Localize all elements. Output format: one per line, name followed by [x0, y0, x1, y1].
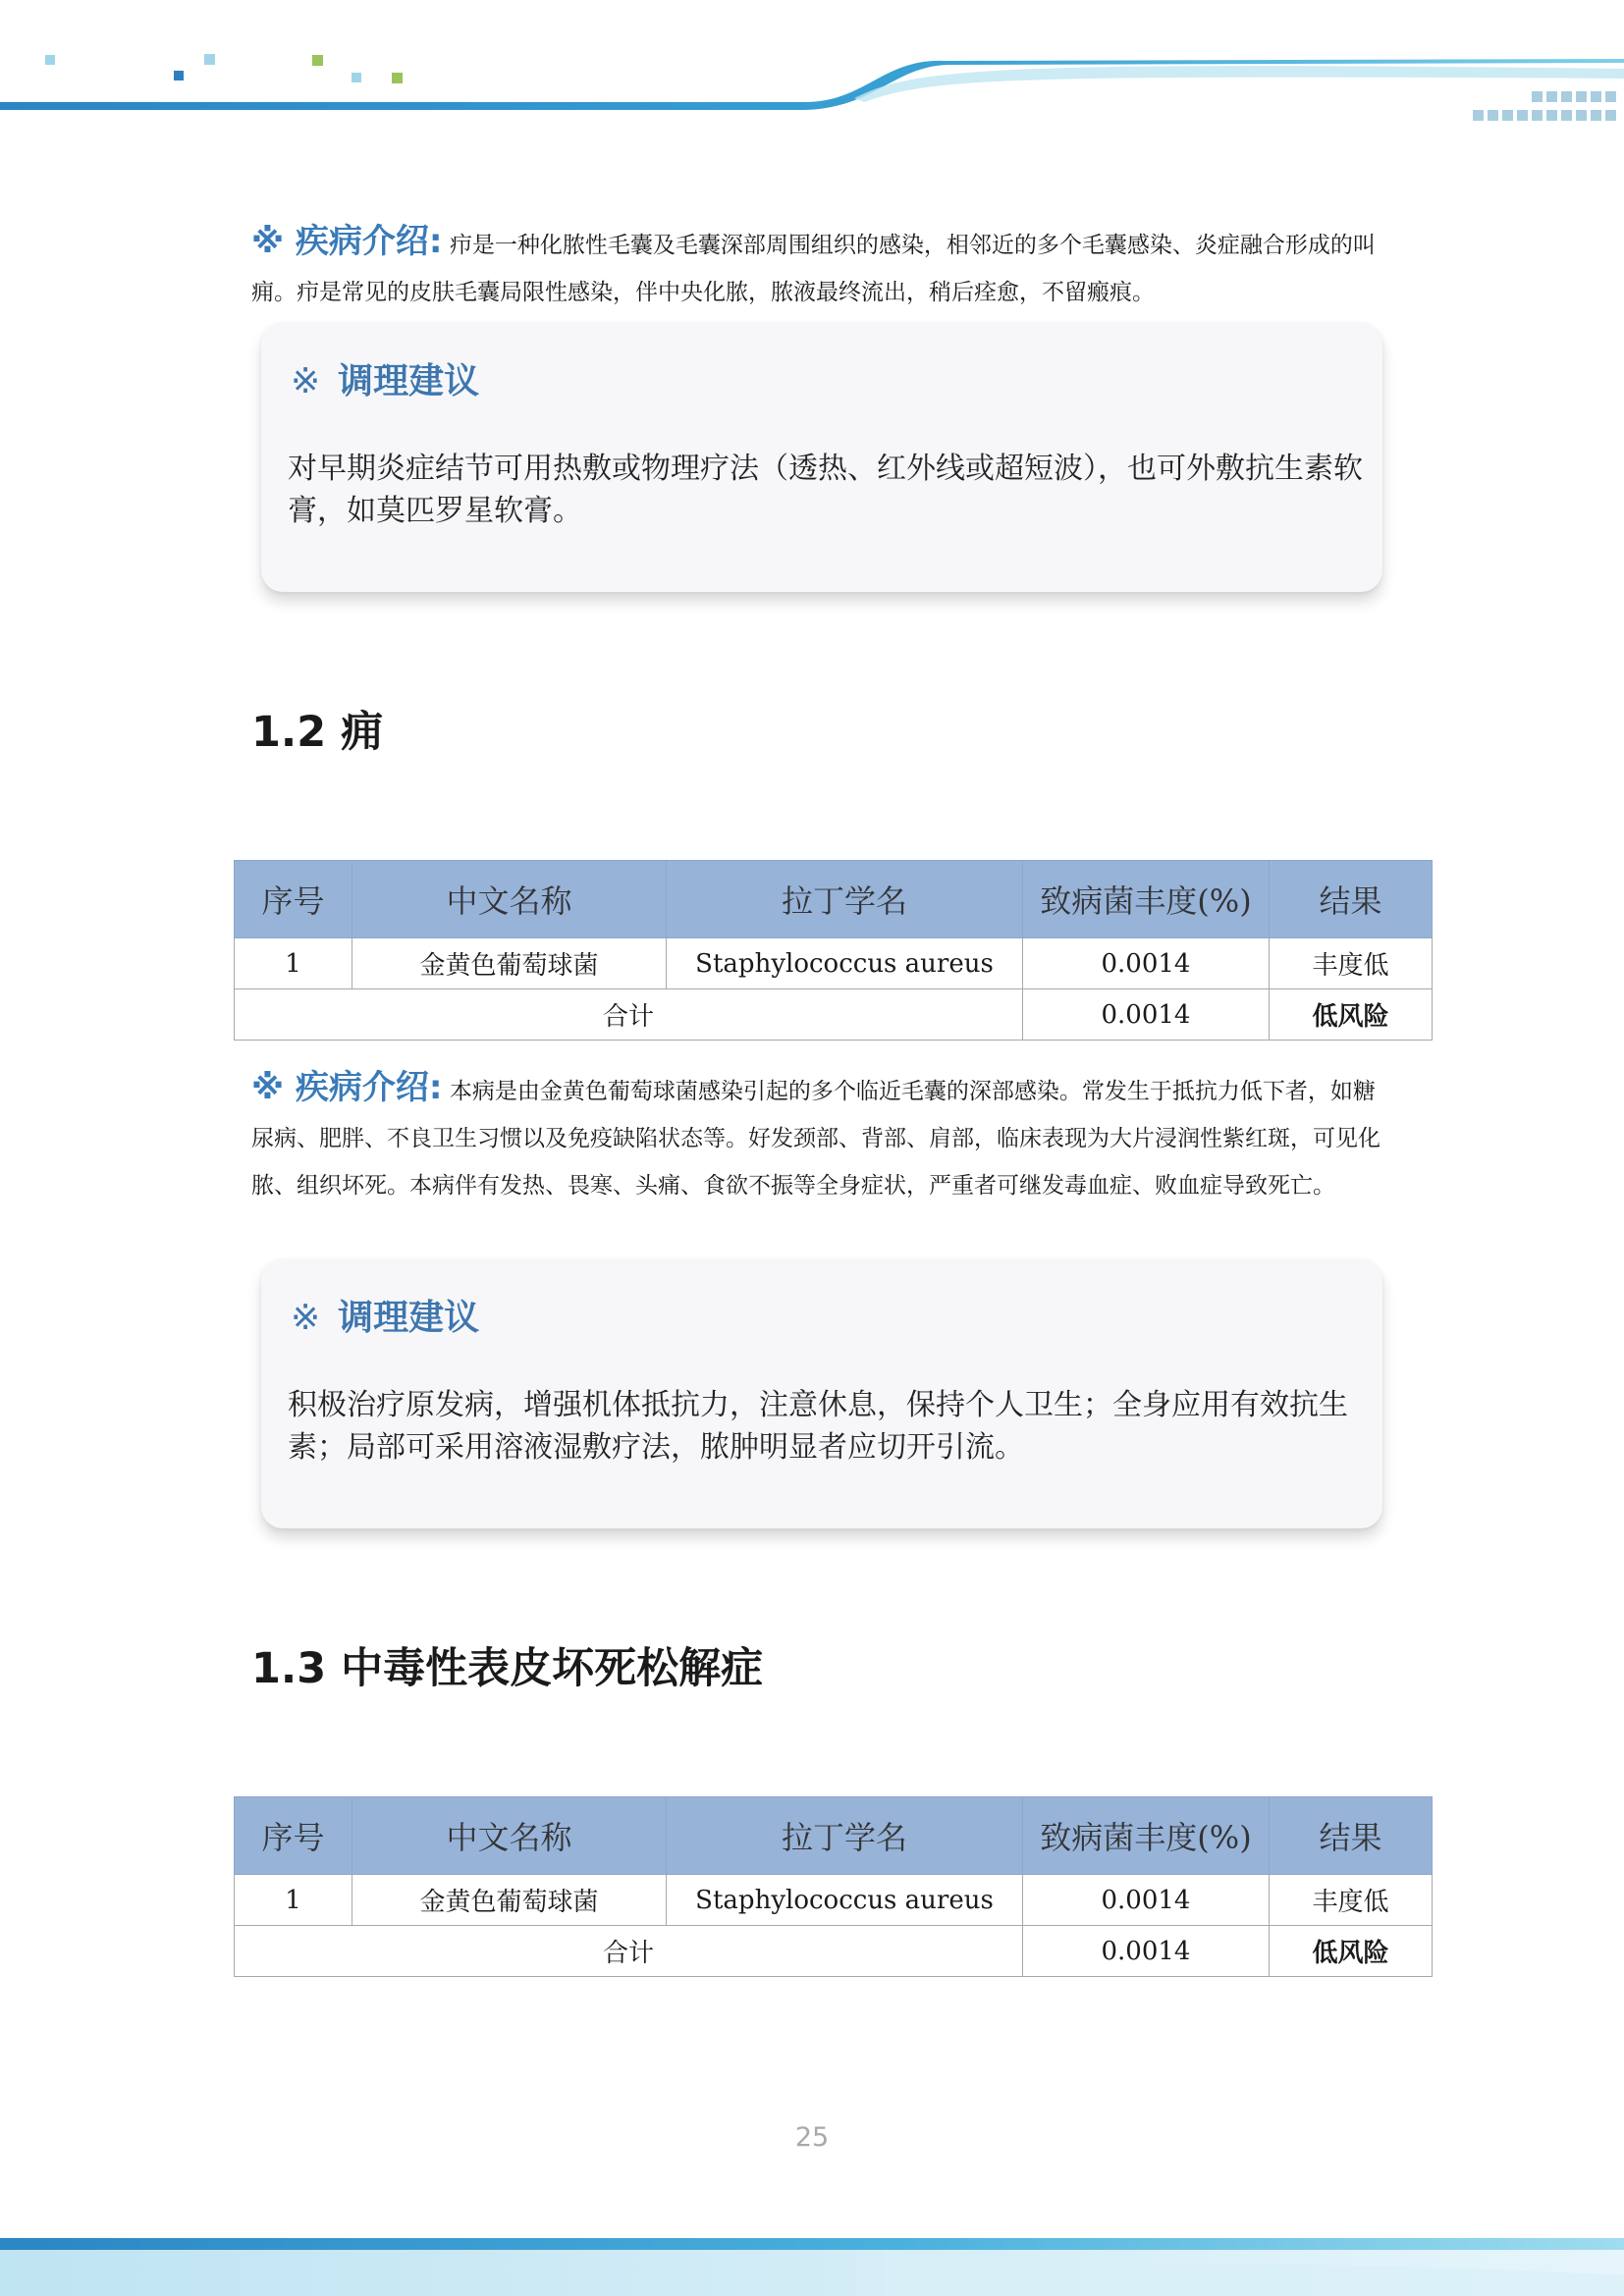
advice-text: 对早期炎症结节可用热敷或物理疗法（透热、红外线或超短波），也可外敷抗生素软膏，如莫匹罗星软膏。 [288, 452, 1363, 528]
advice-title: ※ 调理建议 [291, 361, 480, 401]
table-header-row [235, 861, 1433, 938]
disease-intro-text: 疖是一种化脓性毛囊及毛囊深部周围组织的感染，相邻近的多个毛囊感染、炎症融合形成的叫痈。疖是常见的皮肤毛囊局限性感染，伴中央化脓，脓液最终流出，稍后痊愈，不留瘢痕。 [251, 233, 1376, 305]
advice-text: 积极治疗原发病，增强机体抵抗力，注意休息，保持个人卫生；全身应用有效抗生素；局部可采用溶液湿敷疗法，脓肿明显者应切开引流。 [288, 1388, 1348, 1465]
advice-title: ※ 调理建议 [291, 1298, 480, 1338]
header-wave-decoration [0, 0, 1624, 137]
disease-intro-1 [251, 218, 1380, 316]
table-row [235, 1875, 1433, 1926]
total-label: 合计 [235, 1926, 1023, 1977]
total-abundance: 0.0014 [1023, 989, 1270, 1041]
footer-wave-decoration [0, 2228, 1624, 2296]
section-heading-1-2: 1.2 痈 [251, 708, 384, 757]
cell-latin-name: Staphylococcus aureus [667, 938, 1023, 989]
advice-card-2 [261, 1258, 1382, 1528]
col-header-latin-name: 拉丁学名 [667, 1797, 1023, 1875]
col-header-cn-name: 中文名称 [352, 1797, 667, 1875]
col-header-result: 结果 [1270, 1797, 1433, 1875]
advice-card-1 [261, 322, 1382, 592]
cell-abundance: 0.0014 [1023, 938, 1270, 989]
result-table-1-2 [234, 860, 1433, 1041]
cell-result: 丰度低 [1270, 1875, 1433, 1926]
col-header-latin-name: 拉丁学名 [667, 861, 1023, 938]
reference-mark-icon: ※ [291, 1298, 321, 1338]
reference-mark-icon: ※ [291, 361, 321, 401]
cell-result: 丰度低 [1270, 938, 1433, 989]
cell-abundance: 0.0014 [1023, 1875, 1270, 1926]
section-heading-1-3: 1.3 中毒性表皮坏死松解症 [251, 1644, 764, 1693]
disease-intro-text: 本病是由金黄色葡萄球菌感染引起的多个临近毛囊的深部感染。常发生于抵抗力低下者，如糖尿病、肥胖、不良卫生习惯以及免疫缺陷状态等。好发颈部、背部、肩部，临床表现为大片浸润性紫红斑，可见化脓、组织坏死。本病伴有发热、畏寒、头痛、食欲不振等全身症状，严重者可继发毒血症、败血症导致死亡。 [251, 1079, 1380, 1199]
col-header-result: 结果 [1270, 861, 1433, 938]
risk-badge: 低风险 [1270, 989, 1433, 1041]
disease-intro-heading: ※ 疾病介绍: [251, 1068, 443, 1107]
table-total-row [235, 1926, 1433, 1977]
risk-badge: 低风险 [1270, 1926, 1433, 1977]
col-header-no: 序号 [235, 1797, 352, 1875]
result-table-1-3 [234, 1796, 1433, 1977]
disease-intro-2 [251, 1064, 1380, 1209]
cell-latin-name: Staphylococcus aureus [667, 1875, 1023, 1926]
cell-cn-name: 金黄色葡萄球菌 [352, 938, 667, 989]
page-number: 25 [794, 2122, 830, 2153]
col-header-cn-name: 中文名称 [352, 861, 667, 938]
col-header-abundance: 致病菌丰度(%) [1023, 1797, 1270, 1875]
disease-intro-heading: ※ 疾病介绍: [251, 222, 443, 261]
table-header-row [235, 1797, 1433, 1875]
table-total-row [235, 989, 1433, 1041]
col-header-no: 序号 [235, 861, 352, 938]
table-row [235, 938, 1433, 989]
total-abundance: 0.0014 [1023, 1926, 1270, 1977]
cell-cn-name: 金黄色葡萄球菌 [352, 1875, 667, 1926]
cell-no: 1 [235, 1875, 352, 1926]
total-label: 合计 [235, 989, 1023, 1041]
col-header-abundance: 致病菌丰度(%) [1023, 861, 1270, 938]
cell-no: 1 [235, 938, 352, 989]
